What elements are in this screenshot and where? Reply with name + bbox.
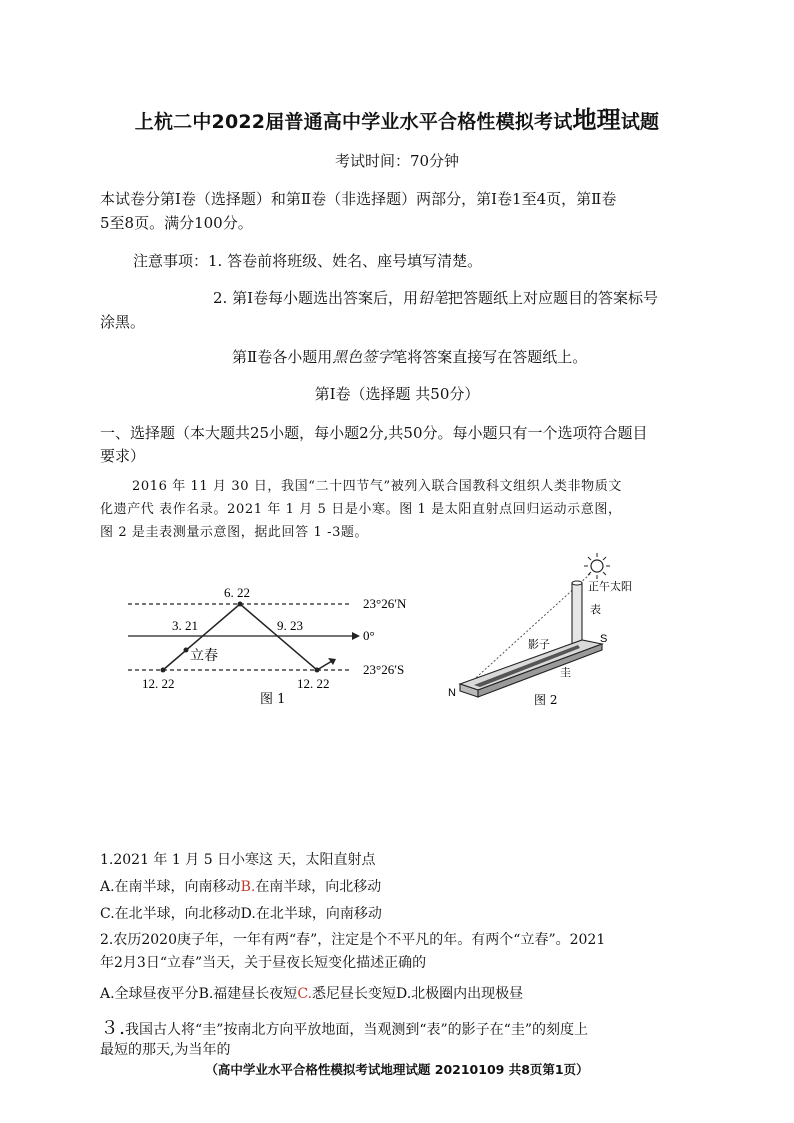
point-dec22-left [161, 668, 166, 673]
solar-path-line [163, 604, 332, 670]
question-2-stem-line2: 年2月3日“立春”当天，关于昼夜长短变化描述正确的 [100, 955, 427, 971]
note-2 [213, 287, 658, 308]
pole-top [572, 581, 582, 585]
label-sep23: 9. 23 [277, 618, 303, 633]
q2-option-a: A.全球昼夜平分 [100, 986, 199, 1002]
q1-option-c: C.在北半球，向北移动 [100, 906, 241, 922]
label-dec22-left: 12. 22 [142, 676, 175, 691]
page-title [0, 100, 794, 135]
instructions-line1: 本试卷分第Ⅰ卷（选择题）和第Ⅱ卷（非选择题）两部分，第Ⅰ卷1至4页，第Ⅱ卷 [100, 190, 617, 208]
title-subject: 地理 [572, 106, 621, 134]
q3-number: ３. [100, 1017, 126, 1039]
passage-line3: 图 2 是圭表测量示意图，据此回答 1 -3题。 [100, 525, 369, 540]
label-lat-north: 23°26′N [363, 596, 407, 611]
label-north: N [448, 687, 456, 699]
q1-option-b-letter: B. [240, 879, 256, 895]
note-1: 注意事项：1. 答卷前将班级、姓名、座号填写清楚。 [133, 252, 483, 270]
label-south: S [600, 633, 608, 645]
q1-option-a: A.在南半球，向南移动 [100, 879, 241, 895]
label-lat-south: 23°26′S [363, 662, 405, 677]
point-jun22 [238, 602, 243, 607]
passage-line2: 化遗产代 表作名录。2021 年 1 月 5 日是小寒。图 1 是太阳直射点回归运动示意图， [100, 502, 622, 517]
title-text: 上杭二中2022届普通高中学业水平合格性模拟考试 [134, 111, 573, 133]
section-heading: 第Ⅰ卷（选择题 共50分） [314, 385, 480, 403]
figure-2-caption: 图 2 [534, 693, 558, 707]
figure-2-diagram [440, 550, 640, 710]
note-2-text-end: 把答题纸上对应题目的答案标号 [448, 289, 659, 307]
passage-line1: 2016 年 11 月 30 日，我国“二十四节气”被列入联合国教科文组织人类非物质文 [132, 479, 622, 494]
q1-option-d: D.在北半球，向南移动 [240, 906, 382, 922]
q3-text: 我国古人将“圭”按南北方向平放地面，当观测到“表”的影子在“圭”的刻度上 [125, 1022, 588, 1038]
label-sun: 正午太阳 [588, 580, 632, 593]
instructions-line2: 5至8页。满分100分。 [100, 214, 253, 232]
question-3-stem-line2: 最短的那天,为当年的 [100, 1042, 231, 1058]
label-lichun: 立春 [190, 648, 218, 664]
equator-arrow-icon [352, 632, 360, 640]
q2-option-d: D.北极圈内出现极昼 [395, 986, 524, 1002]
question-2-stem-line1: 2.农历2020庚子年，一年有两“春”，注定是个不平凡的年。有两个“立春”。2021 [100, 932, 606, 948]
question-1-options-row1 [100, 876, 381, 896]
question-1-options-row2 [100, 903, 382, 923]
section-desc-line2: 要求） [100, 447, 146, 465]
label-dec22-right: 12. 22 [297, 676, 330, 691]
gnomon-pole [572, 583, 582, 645]
note-2-cont: 涂黑。 [100, 313, 146, 331]
note-3-text: 第Ⅱ卷各小题用 [232, 348, 333, 366]
exam-time: 考试时间：70分钟 [334, 152, 460, 170]
point-lichun [184, 648, 189, 653]
q2-option-c: 悉尼昼长变短 [311, 986, 396, 1002]
note-3-emphasis: 黑色签字 [332, 348, 393, 366]
question-2-options [100, 983, 523, 1003]
q2-option-c-letter: C. [297, 986, 312, 1002]
label-equator: 0° [363, 628, 375, 643]
figure-1-diagram [120, 580, 490, 710]
note-3 [232, 346, 587, 367]
section-desc-line1: 一、选择题（本大题共25小题，每小题2分,共50分。每小题只有一个选项符合题目 [100, 424, 648, 442]
label-biao: 表 [590, 603, 601, 616]
question-3-stem-line1 [100, 1013, 588, 1040]
q2-option-b: B.福建昼长夜短 [198, 986, 298, 1002]
path-arrow-icon [328, 658, 336, 665]
title-suffix: 试题 [620, 111, 660, 133]
label-mar21: 3. 21 [172, 618, 198, 633]
page-footer: （高中学业水平合格性模拟考试地理试题 20210109 共8页第1页） [205, 1062, 589, 1077]
note-2-emphasis: 铅笔 [418, 289, 449, 307]
point-dec22-right [315, 668, 320, 673]
note-3-text-end: 笔将答案直接写在答题纸上。 [392, 348, 588, 366]
question-1-stem: 1.2021 年 1 月 5 日小寒这 天，太阳直射点 [100, 852, 376, 868]
label-gui: 圭 [560, 666, 571, 679]
label-jun22: 6. 22 [224, 585, 250, 600]
figure-1-caption: 图 1 [260, 692, 286, 707]
sun-icon [584, 553, 610, 579]
note-2-text: 2. 第Ⅰ卷每小题选出答案后，用 [213, 289, 419, 307]
q1-option-b: 在南半球，向北移动 [255, 879, 382, 895]
label-shadow: 影子 [528, 638, 550, 651]
